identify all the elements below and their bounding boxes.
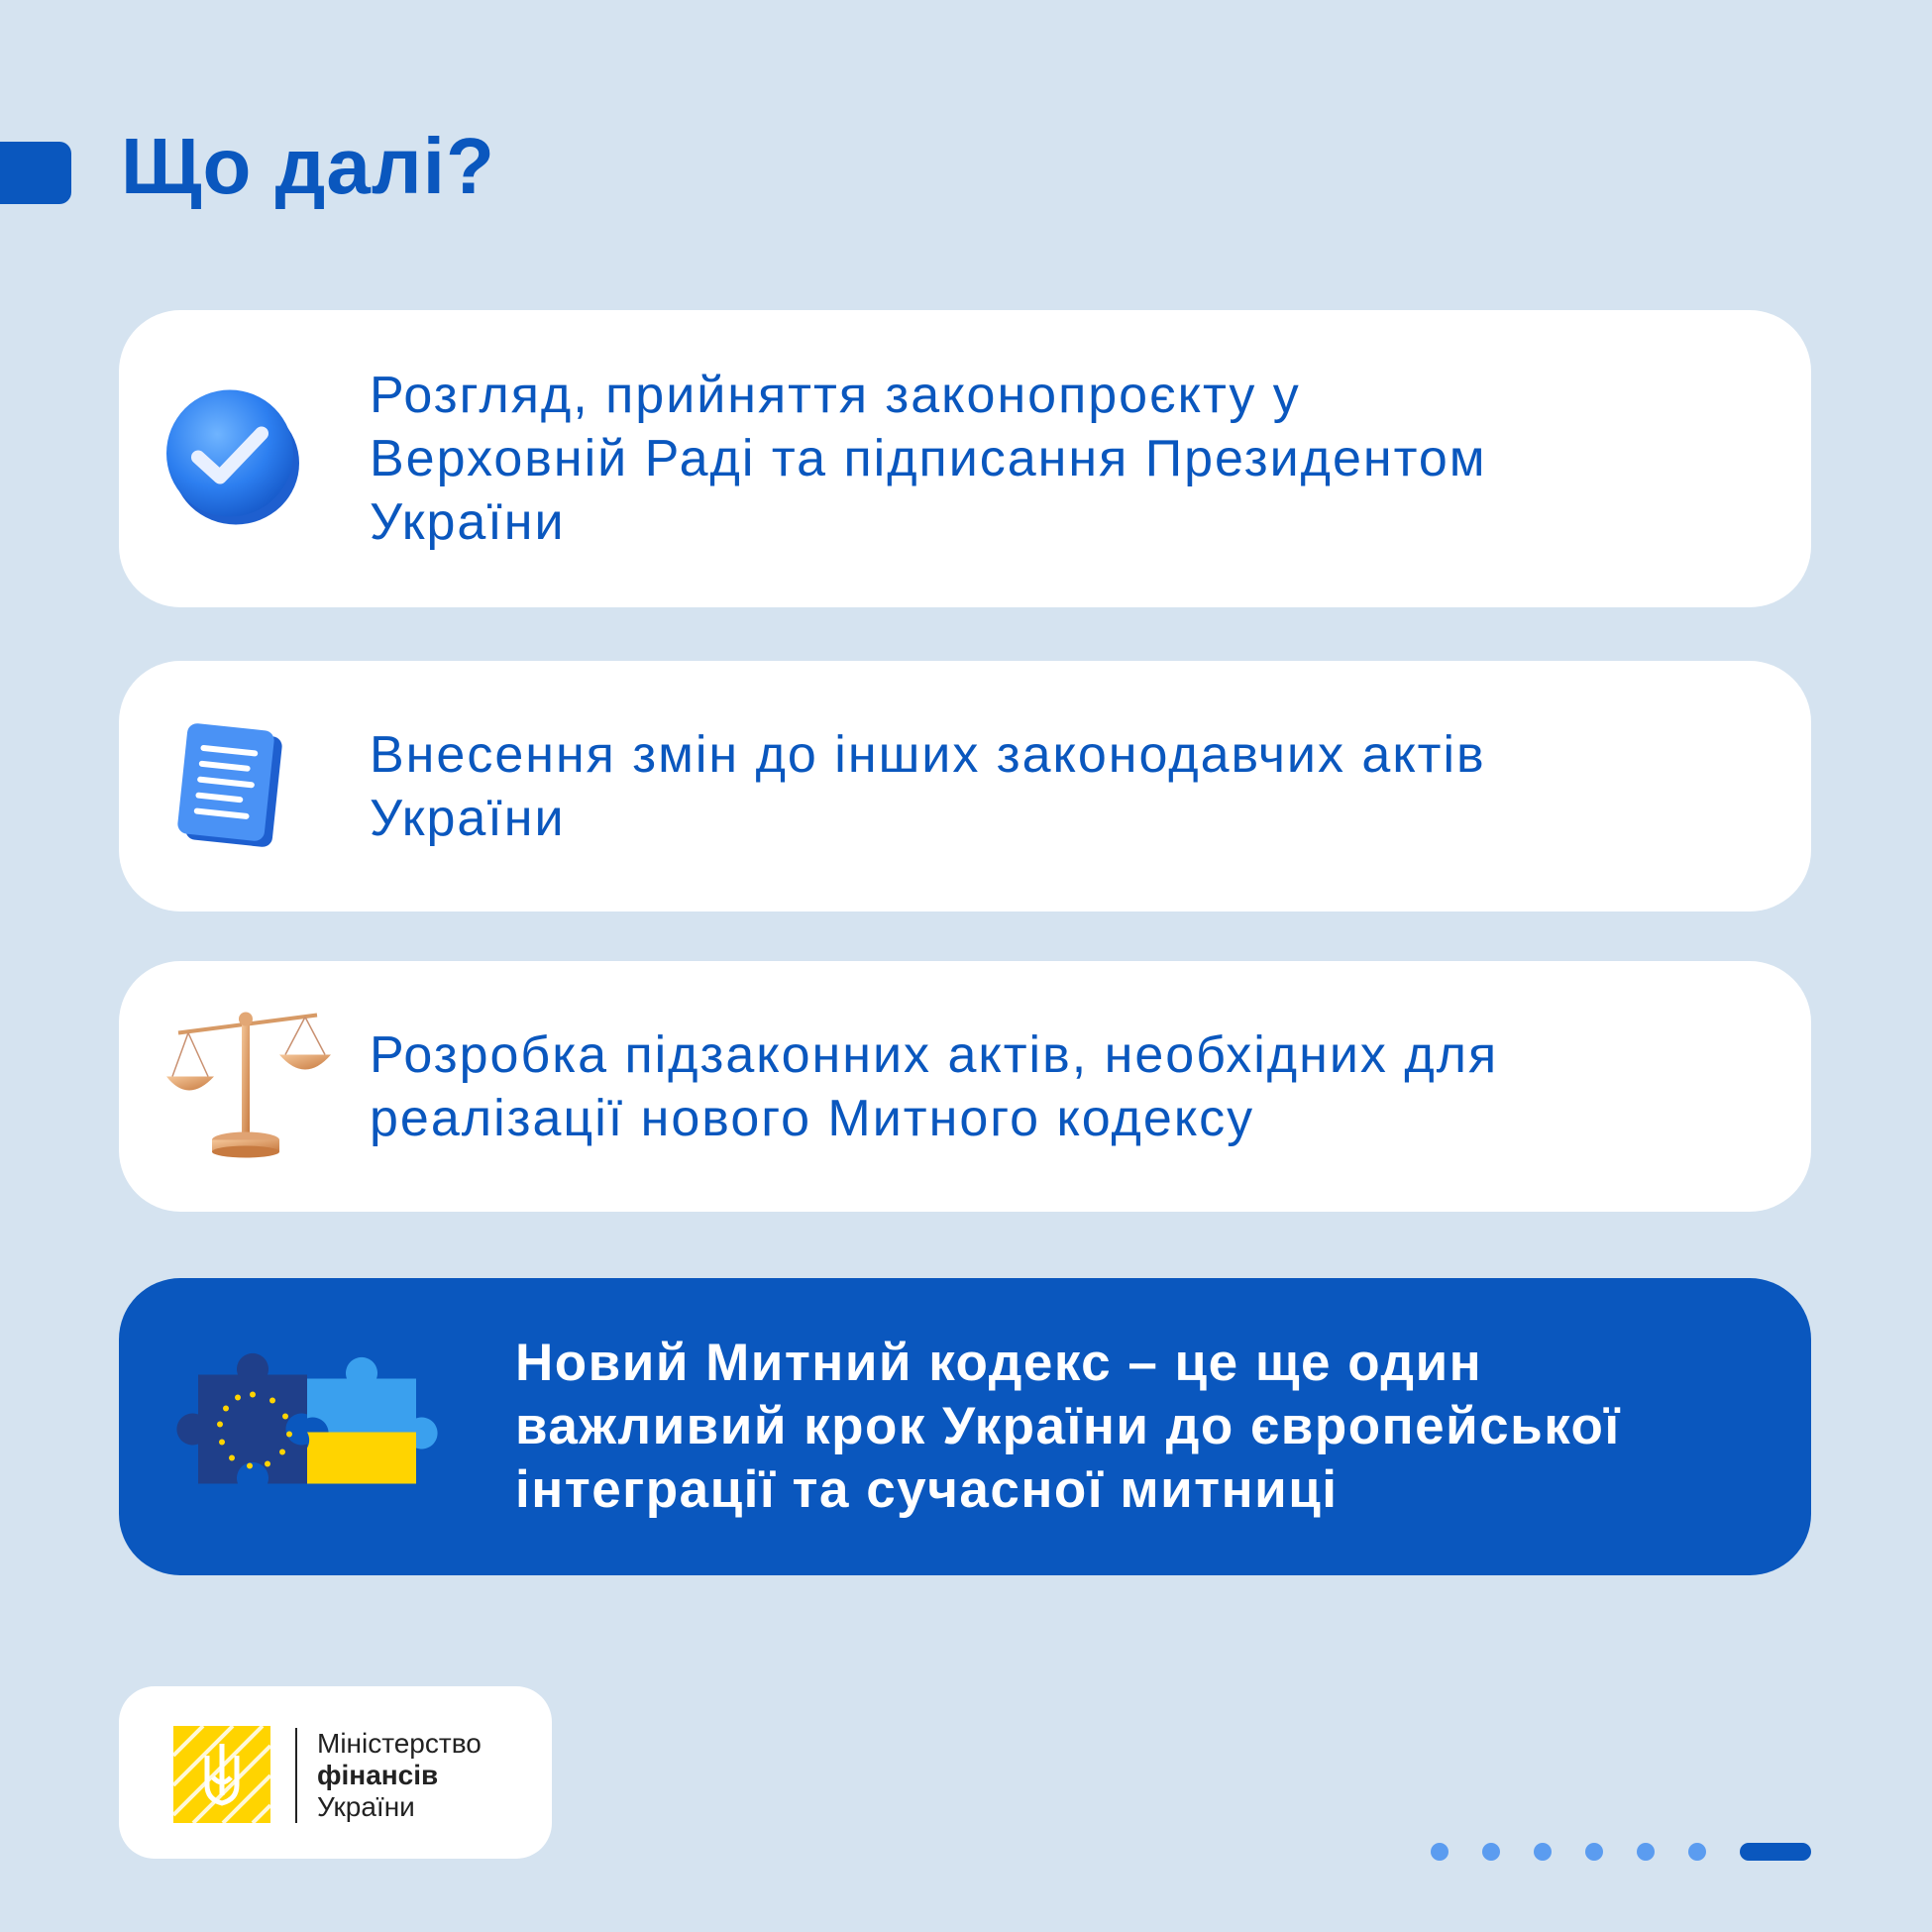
pager-dot-active	[1740, 1843, 1811, 1861]
step-card-amendments	[119, 661, 1811, 912]
step-card-bylaws	[119, 961, 1811, 1212]
step-card-parliament	[119, 310, 1811, 607]
page-title: Що далі?	[121, 122, 495, 210]
pager-dot	[1688, 1843, 1706, 1861]
slide-pager	[1431, 1843, 1811, 1861]
step-text: Розгляд, прийняття законопроєкту у Верховній Раді та підписання Президентом України	[370, 367, 1487, 551]
highlight-card-eu-integration	[119, 1278, 1811, 1575]
pager-dot	[1637, 1843, 1655, 1861]
highlight-text: Новий Митний кодекс – це ще один важливий крок України до європейської інтеграції та сучасної митниці	[515, 1334, 1621, 1519]
checkmark-badge-icon	[159, 382, 307, 536]
pager-dot	[1482, 1843, 1500, 1861]
pager-dot	[1585, 1843, 1603, 1861]
ministry-name: Міністерство фінансів України	[317, 1728, 482, 1822]
pager-dot	[1431, 1843, 1449, 1861]
step-text: Розробка підзаконних актів, необхідних для реалізації нового Митного кодексу	[370, 1025, 1499, 1147]
scales-icon	[159, 1005, 337, 1168]
step-text: Внесення змін до інших законодавчих актів України	[370, 725, 1486, 847]
document-icon	[159, 714, 297, 858]
title-accent-bar	[0, 142, 71, 204]
pager-dot	[1534, 1843, 1552, 1861]
eu-ukraine-puzzle-icon	[159, 1336, 485, 1519]
logo-divider	[295, 1728, 297, 1823]
ministry-logo	[119, 1686, 552, 1859]
trident-emblem-icon	[173, 1726, 270, 1828]
